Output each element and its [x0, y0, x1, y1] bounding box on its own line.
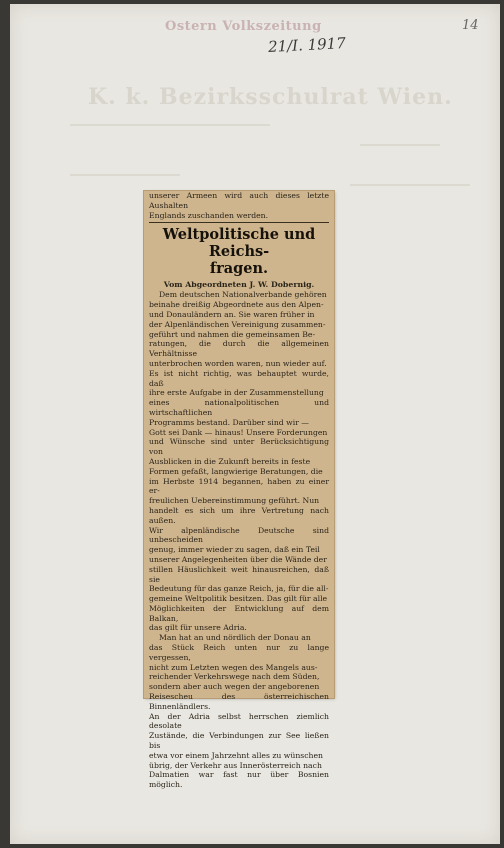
text-line: Dalmatien war fast nur über Bosnien möglich.: [149, 770, 329, 790]
text-line: beinahe dreißig Abgeordnete aus den Alpen-: [149, 300, 324, 310]
text-line: eines nationalpolitischen und wirtschaftlichen: [149, 398, 329, 417]
text-line: gemeine Weltpolitik besitzen. Das gilt für alle: [149, 594, 328, 604]
text-line: und Wünsche sind unter Berücksichtigung von: [149, 437, 329, 457]
text-line: geführt und nahmen die gemeinsamen Be-: [149, 329, 316, 339]
text-line: Ausblicken in die Zukunft bereits in feste: [149, 456, 311, 466]
text-line: ihre erste Aufgabe in der Zusammenstellung: [149, 388, 324, 398]
text-line: sondern aber auch wegen der angeborenen: [149, 682, 320, 692]
article-paragraph-2: [149, 633, 329, 790]
text-line: Wir alpenländische Deutsche sind unbescheiden: [149, 525, 329, 545]
text-line: Englands zuschanden werden.: [149, 210, 269, 220]
text-line: unterbrochen worden waren, nun wieder auf.: [149, 358, 327, 368]
text-line: im Herbste 1914 begannen, haben zu einer er-: [149, 476, 329, 496]
text-line: genug, immer wieder zu sagen, daß ein Teil: [149, 545, 320, 555]
article-paragraph-1: [149, 290, 329, 633]
text-line: und Donauländern an. Sie waren früher in: [149, 309, 315, 319]
text-line: übrig, der Verkehr aus Innerösterreich nach: [149, 760, 322, 770]
text-line: Es ist nicht richtig, was behauptet wurde, daß: [149, 368, 329, 388]
text-line: das Stück Reich unten nur zu lange vergessen,: [149, 643, 329, 662]
text-line: Gott sei Dank — hinaus! Unsere Forderungen: [149, 427, 328, 437]
article-byline: Vom Abgeordneten J. W. Dobernig.: [163, 280, 315, 290]
newspaper-stamp: Ostern Volkszeitung: [165, 19, 322, 34]
text-line: An der Adria selbst herrschen ziemlich desolate: [149, 711, 329, 731]
headline-line: Weltpolitische und Reichs-: [162, 226, 316, 261]
handwritten-page-number: 14: [462, 18, 479, 33]
clipping-top-lines: [149, 191, 329, 220]
background-heading: K. k. Bezirksschulrat Wien.: [88, 84, 453, 110]
text-line: Programms bestand. Darüber sind wir —: [149, 417, 309, 427]
text-line: unserer Armeen wird auch dieses letzte Aushalten: [149, 191, 329, 210]
handwritten-date: 21/I. 1917: [267, 33, 347, 57]
headline-line: fragen.: [209, 260, 269, 278]
text-line: reichender Verkehrswege nach dem Süden,: [149, 672, 320, 682]
text-line: Bedeutung für das ganze Reich, ja, für die all-: [149, 584, 329, 594]
text-line: Möglichkeiten der Entwicklung auf dem Balkan,: [149, 603, 329, 623]
text-line: ratungen, die durch die allgemeinen Verhältnisse: [149, 339, 329, 359]
text-line: Zustände, die Verbindungen zur See ließen bis: [149, 731, 329, 751]
text-line: unserer Angelegenheiten über die Wände der: [149, 554, 327, 564]
archive-page: [10, 4, 500, 844]
text-line: etwa vor einem Jahrzehnt alles zu wünschen: [149, 750, 323, 760]
text-line: handelt es sich um ihre Vertretung nach außen.: [149, 505, 329, 525]
text-line: Dem deutschen Nationalverbande gehören: [159, 290, 327, 300]
text-line: nicht zum Letzten wegen des Mangels aus-: [149, 662, 318, 672]
newspaper-clipping: [144, 191, 334, 790]
background-line: [360, 144, 440, 146]
text-line: Man hat an und nördlich der Donau an: [159, 633, 311, 643]
text-line: freulichen Uebereinstimmung geführt. Nun: [149, 496, 320, 506]
background-line: [70, 124, 270, 126]
divider: [149, 222, 329, 223]
background-line: [350, 184, 470, 186]
text-line: stillen Häuslichkeit weit hinausreichen, daß sie: [149, 564, 329, 584]
text-line: Reisescheu des österreichischen Binnenländlers.: [149, 692, 329, 711]
article-headline: [149, 226, 329, 277]
text-line: Formen gefaßt, langwierige Beratungen, die: [149, 466, 323, 476]
text-line: das gilt für unsere Adria.: [149, 623, 247, 633]
text-line: der Alpenländischen Vereinigung zusammen-: [149, 319, 326, 329]
background-line: [70, 174, 180, 176]
